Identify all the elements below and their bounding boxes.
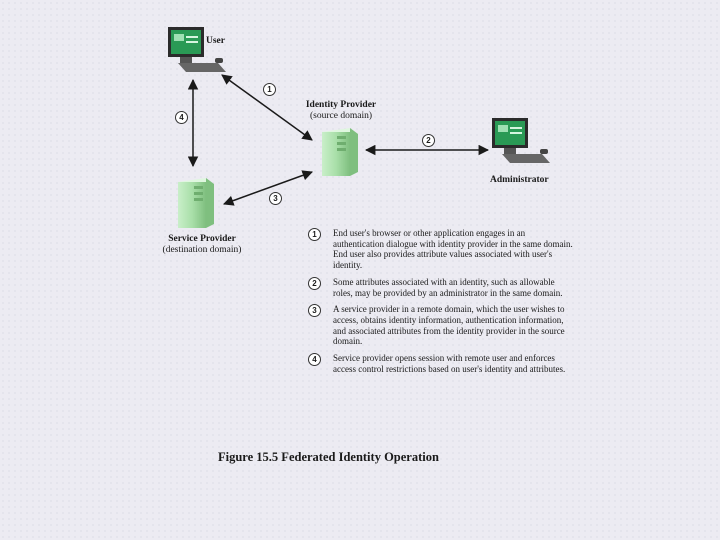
user-computer-icon [168, 27, 226, 72]
service-provider-label: Service Provider (destination domain) [162, 234, 242, 255]
step-number: 2 [308, 277, 321, 290]
edge-marker-1: 1 [263, 83, 276, 96]
administrator-label: Administrator [490, 175, 549, 185]
step-number: 3 [308, 304, 321, 317]
step-item-3 [306, 304, 576, 347]
edge-marker-4: 4 [175, 111, 188, 124]
step-number: 1 [308, 228, 321, 241]
step-item-1 [306, 228, 576, 271]
user-label: User [206, 36, 225, 46]
step-list [306, 228, 576, 380]
step-text: Service provider opens session with remote user and enforces access control restrictions based on user's identity and attributes. [333, 353, 566, 374]
service-provider-server-icon [178, 178, 214, 228]
figure-caption: Figure 15.5 Federated Identity Operation [218, 450, 439, 464]
step-item-4 [306, 353, 576, 374]
step-number: 4 [308, 353, 321, 366]
identity-provider-server-icon [322, 128, 358, 176]
step-text: A service provider in a remote domain, which the user wishes to access, obtains identity information, authentication information, and associated attributes from the identity provider in the source domain. [333, 304, 565, 347]
step-text: End user's browser or other application engages in an authentication dialogue with identity provider in the same domain. End user also provides attribute values associated with user's identity. [333, 228, 573, 271]
edge-marker-3: 3 [269, 192, 282, 205]
step-item-2 [306, 277, 576, 298]
step-text: Some attributes associated with an identity, such as allowable roles, may be provided by an administrator in the same domain. [333, 276, 563, 298]
administrator-computer-icon [492, 118, 550, 163]
edge-marker-2: 2 [422, 134, 435, 147]
arrow-identity-provider-service-provider [224, 172, 312, 204]
identity-provider-label: Identity Provider (source domain) [305, 100, 377, 121]
